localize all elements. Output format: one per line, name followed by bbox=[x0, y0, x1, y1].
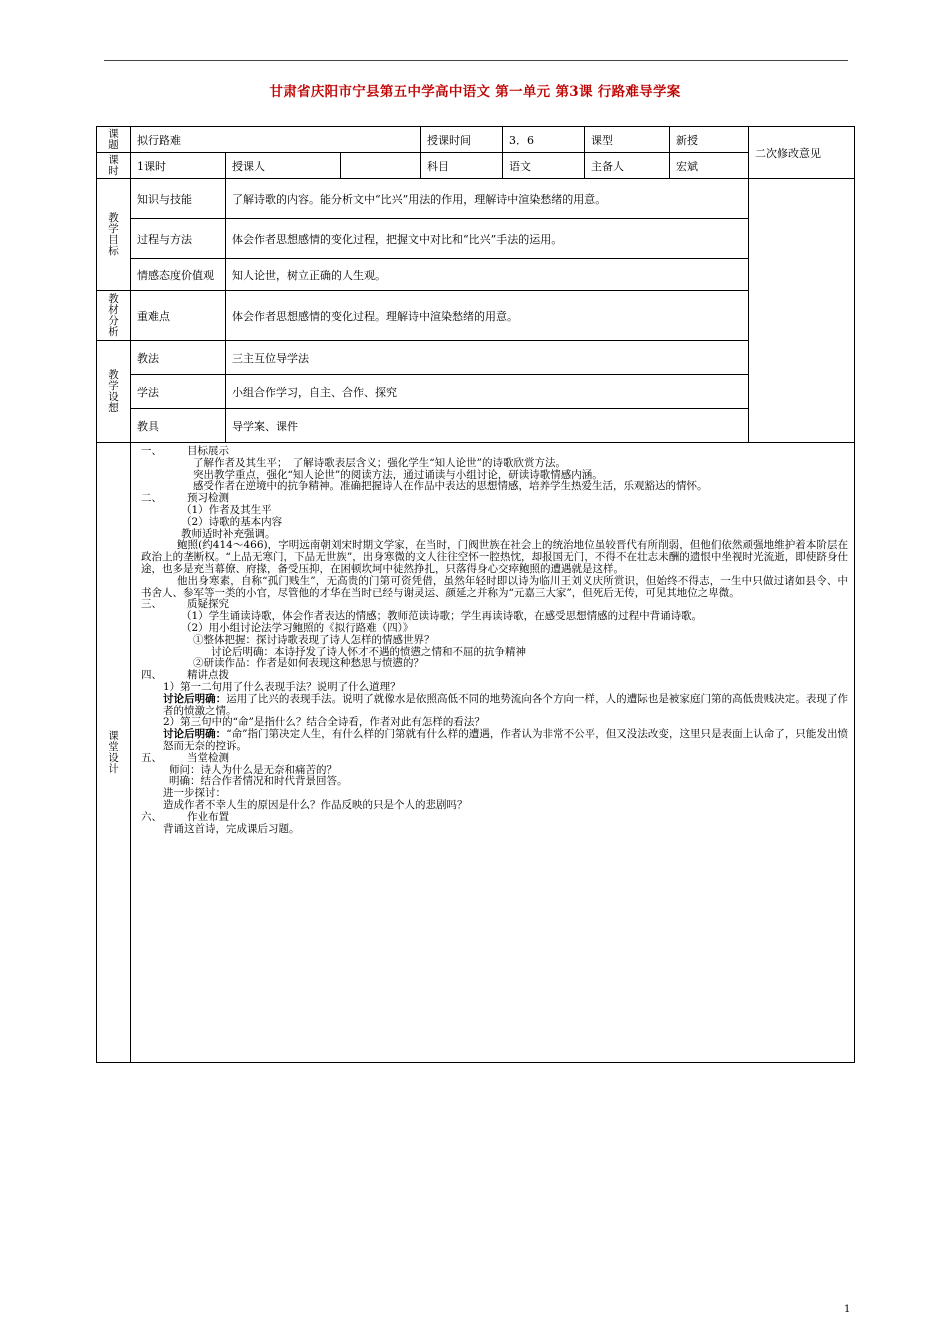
paragraph: 讨论后明确：本诗抒发了诗人怀才不遇的愤懑之情和不屈的抗争精神 bbox=[211, 645, 526, 658]
type-value: 新授 bbox=[670, 127, 749, 153]
header-rule bbox=[104, 60, 848, 61]
section-heading: 一、 目标展示 bbox=[141, 445, 229, 457]
paragraph: 鲍照(约414～466)，字明远南朝刘宋时期文学家，在当时，门阀世族在社会上的统治地位虽较晋代有所削弱，但他们依然顽强地维护着本阶层在政治上的垄断权。“上品无寒门，下品无世族”，出身寒微的文人往往空怀一腔热忱，却报国无门，不得不在壮志未酬的遗恨中坐视时光流逝，即使跻身仕途，也多是充当幕僚、府掾，备受压抑，在困顿坎坷中徒然挣扎，只落得身心交瘁鲍照的遭遇就是这样。 bbox=[141, 539, 848, 575]
analysis-text: 体会作者思想感情的变化过程。理解诗中渲染愁绪的用意。 bbox=[226, 291, 749, 341]
paragraph: 明确：结合作者情况和时代背景回答。 bbox=[169, 775, 348, 788]
paragraph: ①整体把握：探讨诗歌表现了诗人怎样的情感世界？ bbox=[193, 633, 435, 646]
goal-text: 体会作者思想感情的变化过程，把握文中对比和“比兴”手法的运用。 bbox=[226, 219, 749, 259]
goals-label: 教学目标 bbox=[97, 179, 131, 291]
analysis-name: 重难点 bbox=[131, 291, 226, 341]
section-heading: 四、 精讲点拨 bbox=[141, 669, 229, 682]
row-period bbox=[97, 153, 855, 179]
time-value: 3．6 bbox=[503, 127, 585, 153]
design-content bbox=[131, 443, 855, 1063]
design-row bbox=[97, 443, 855, 1063]
paragraph: （1）学生诵读诗歌，体会作者表达的情感；教师范读诗歌；学生再读诗歌，在感受思想情感的过程中背诵诗歌。 bbox=[181, 610, 703, 623]
row-topic bbox=[97, 127, 855, 153]
concept-row bbox=[97, 375, 855, 409]
goal-text: 知人论世，树立正确的人生观。 bbox=[226, 259, 749, 291]
section-heading: 三、 质疑探究 bbox=[141, 598, 229, 611]
paragraph: （2）诗歌的基本内容 bbox=[181, 515, 283, 528]
goal-name: 过程与方法 bbox=[131, 219, 226, 259]
type-label: 课型 bbox=[585, 127, 670, 153]
concept-row bbox=[97, 409, 855, 443]
subject-value: 语文 bbox=[503, 153, 585, 179]
section-heading: 二、 预习检测 bbox=[141, 492, 229, 505]
teacher-label: 授课人 bbox=[226, 153, 341, 179]
analysis-row bbox=[97, 291, 855, 341]
paragraph: （2）用小组讨论法学习鲍照的《拟行路难（四）》 bbox=[181, 621, 414, 634]
revision-cell bbox=[749, 179, 855, 443]
concept-name: 教具 bbox=[131, 409, 226, 443]
paragraph: 讨论后明确：运用了比兴的表现手法。说明了就像水是依照高低不同的地势流向各个方向一样，人的遭际也是被家庭门第的高低贵贱决定。表现了作者的愤激之情。 bbox=[163, 692, 848, 717]
goal-name: 情感态度价值观 bbox=[131, 259, 226, 291]
page-title: 甘肃省庆阳市宁县第五中学高中语文 第一单元 第3课 行路难导学案 bbox=[269, 84, 681, 100]
paragraph: 了解作者及其生平； 了解诗歌表层含义；强化学生“知人论世”的诗歌欣赏方法。 bbox=[193, 456, 566, 469]
paragraph: 感受作者在逆境中的抗争精神。准确把握诗人在作品中表达的思想情感，培养学生热爱生活，乐观豁达的情怀。 bbox=[193, 480, 708, 493]
paragraph: 突出教学重点，强化“知人论世”的阅读方法，通过诵读与小组讨论，研读诗歌情感内涵。 bbox=[193, 468, 603, 481]
lead-label: 主备人 bbox=[585, 153, 670, 179]
period-label: 课时 bbox=[97, 153, 131, 179]
paragraph: ②研读作品：作者是如何表现这种愁思与愤懑的？ bbox=[193, 657, 424, 670]
concept-text: 三主互位导学法 bbox=[226, 341, 749, 375]
design-label: 课堂设计 bbox=[97, 443, 131, 1063]
concept-name: 学法 bbox=[131, 375, 226, 409]
paragraph: 进一步探讨： bbox=[163, 787, 226, 800]
teacher-value bbox=[341, 153, 421, 179]
analysis-label: 教材分析 bbox=[97, 291, 131, 341]
topic-value: 拟行路难 bbox=[131, 127, 421, 153]
paragraph: 教师适时补充强调。 bbox=[181, 527, 276, 540]
paragraph: 造成作者不幸人生的原因是什么？作品反映的只是个人的悲剧吗？ bbox=[163, 798, 468, 811]
paragraph: 师问：诗人为什么是无奈和痛苦的？ bbox=[169, 763, 337, 776]
goal-text: 了解诗歌的内容。能分析文中“比兴”用法的作用，理解诗中渲染愁绪的用意。 bbox=[226, 179, 749, 219]
revision-header: 二次修改意见 bbox=[749, 127, 855, 179]
page-number: 1 bbox=[844, 1304, 851, 1315]
lesson-plan-table bbox=[96, 126, 855, 1063]
concept-row bbox=[97, 341, 855, 375]
paragraph: 他出身寒素，自称“孤门贱生”，无高贵的门第可资凭借，虽然年轻时即以诗为临川王刘义庆所赏识，但始终不得志，一生中只做过诸如县令、中书舍人、参军等一类的小官，尽管他的才华在当时已经与谢灵运、颜延之并称为“元嘉三大家”，但死后无传，可见其地位之卑微。 bbox=[141, 574, 848, 599]
paragraph: 讨论后明确：“命”指门第决定人生，有什么样的门第就有什么样的遭遇，作者认为非常不公平，但又没法改变，这里只是表面上认命了，只能发出愤怒而无奈的控诉。 bbox=[163, 728, 849, 752]
paragraph: 2）第三句中的“命”是指什么？结合全诗看，作者对此有怎样的看法？ bbox=[163, 716, 485, 729]
concept-text: 小组合作学习，自主、合作、探究 bbox=[226, 375, 749, 409]
section-heading: 六、 作业布置 bbox=[141, 810, 229, 823]
concept-text: 导学案、课件 bbox=[226, 409, 749, 443]
paragraph: 背诵这首诗，完成课后习题。 bbox=[163, 822, 300, 835]
topic-label: 课题 bbox=[97, 127, 131, 153]
time-label: 授课时间 bbox=[421, 127, 503, 153]
concept-name: 教法 bbox=[131, 341, 226, 375]
subject-label: 科目 bbox=[421, 153, 503, 179]
section-heading: 五、 当堂检测 bbox=[141, 751, 229, 764]
goal-row bbox=[97, 219, 855, 259]
paragraph: （1）作者及其生平 bbox=[181, 503, 272, 516]
concept-label: 教学设想 bbox=[97, 341, 131, 443]
goal-row bbox=[97, 259, 855, 291]
goal-row bbox=[97, 179, 855, 219]
paragraph: 1）第一二句用了什么表现手法？说明了什么道理？ bbox=[163, 680, 401, 693]
period-value: 1课时 bbox=[131, 153, 226, 179]
goal-name: 知识与技能 bbox=[131, 179, 226, 219]
lead-value: 宏斌 bbox=[670, 153, 749, 179]
